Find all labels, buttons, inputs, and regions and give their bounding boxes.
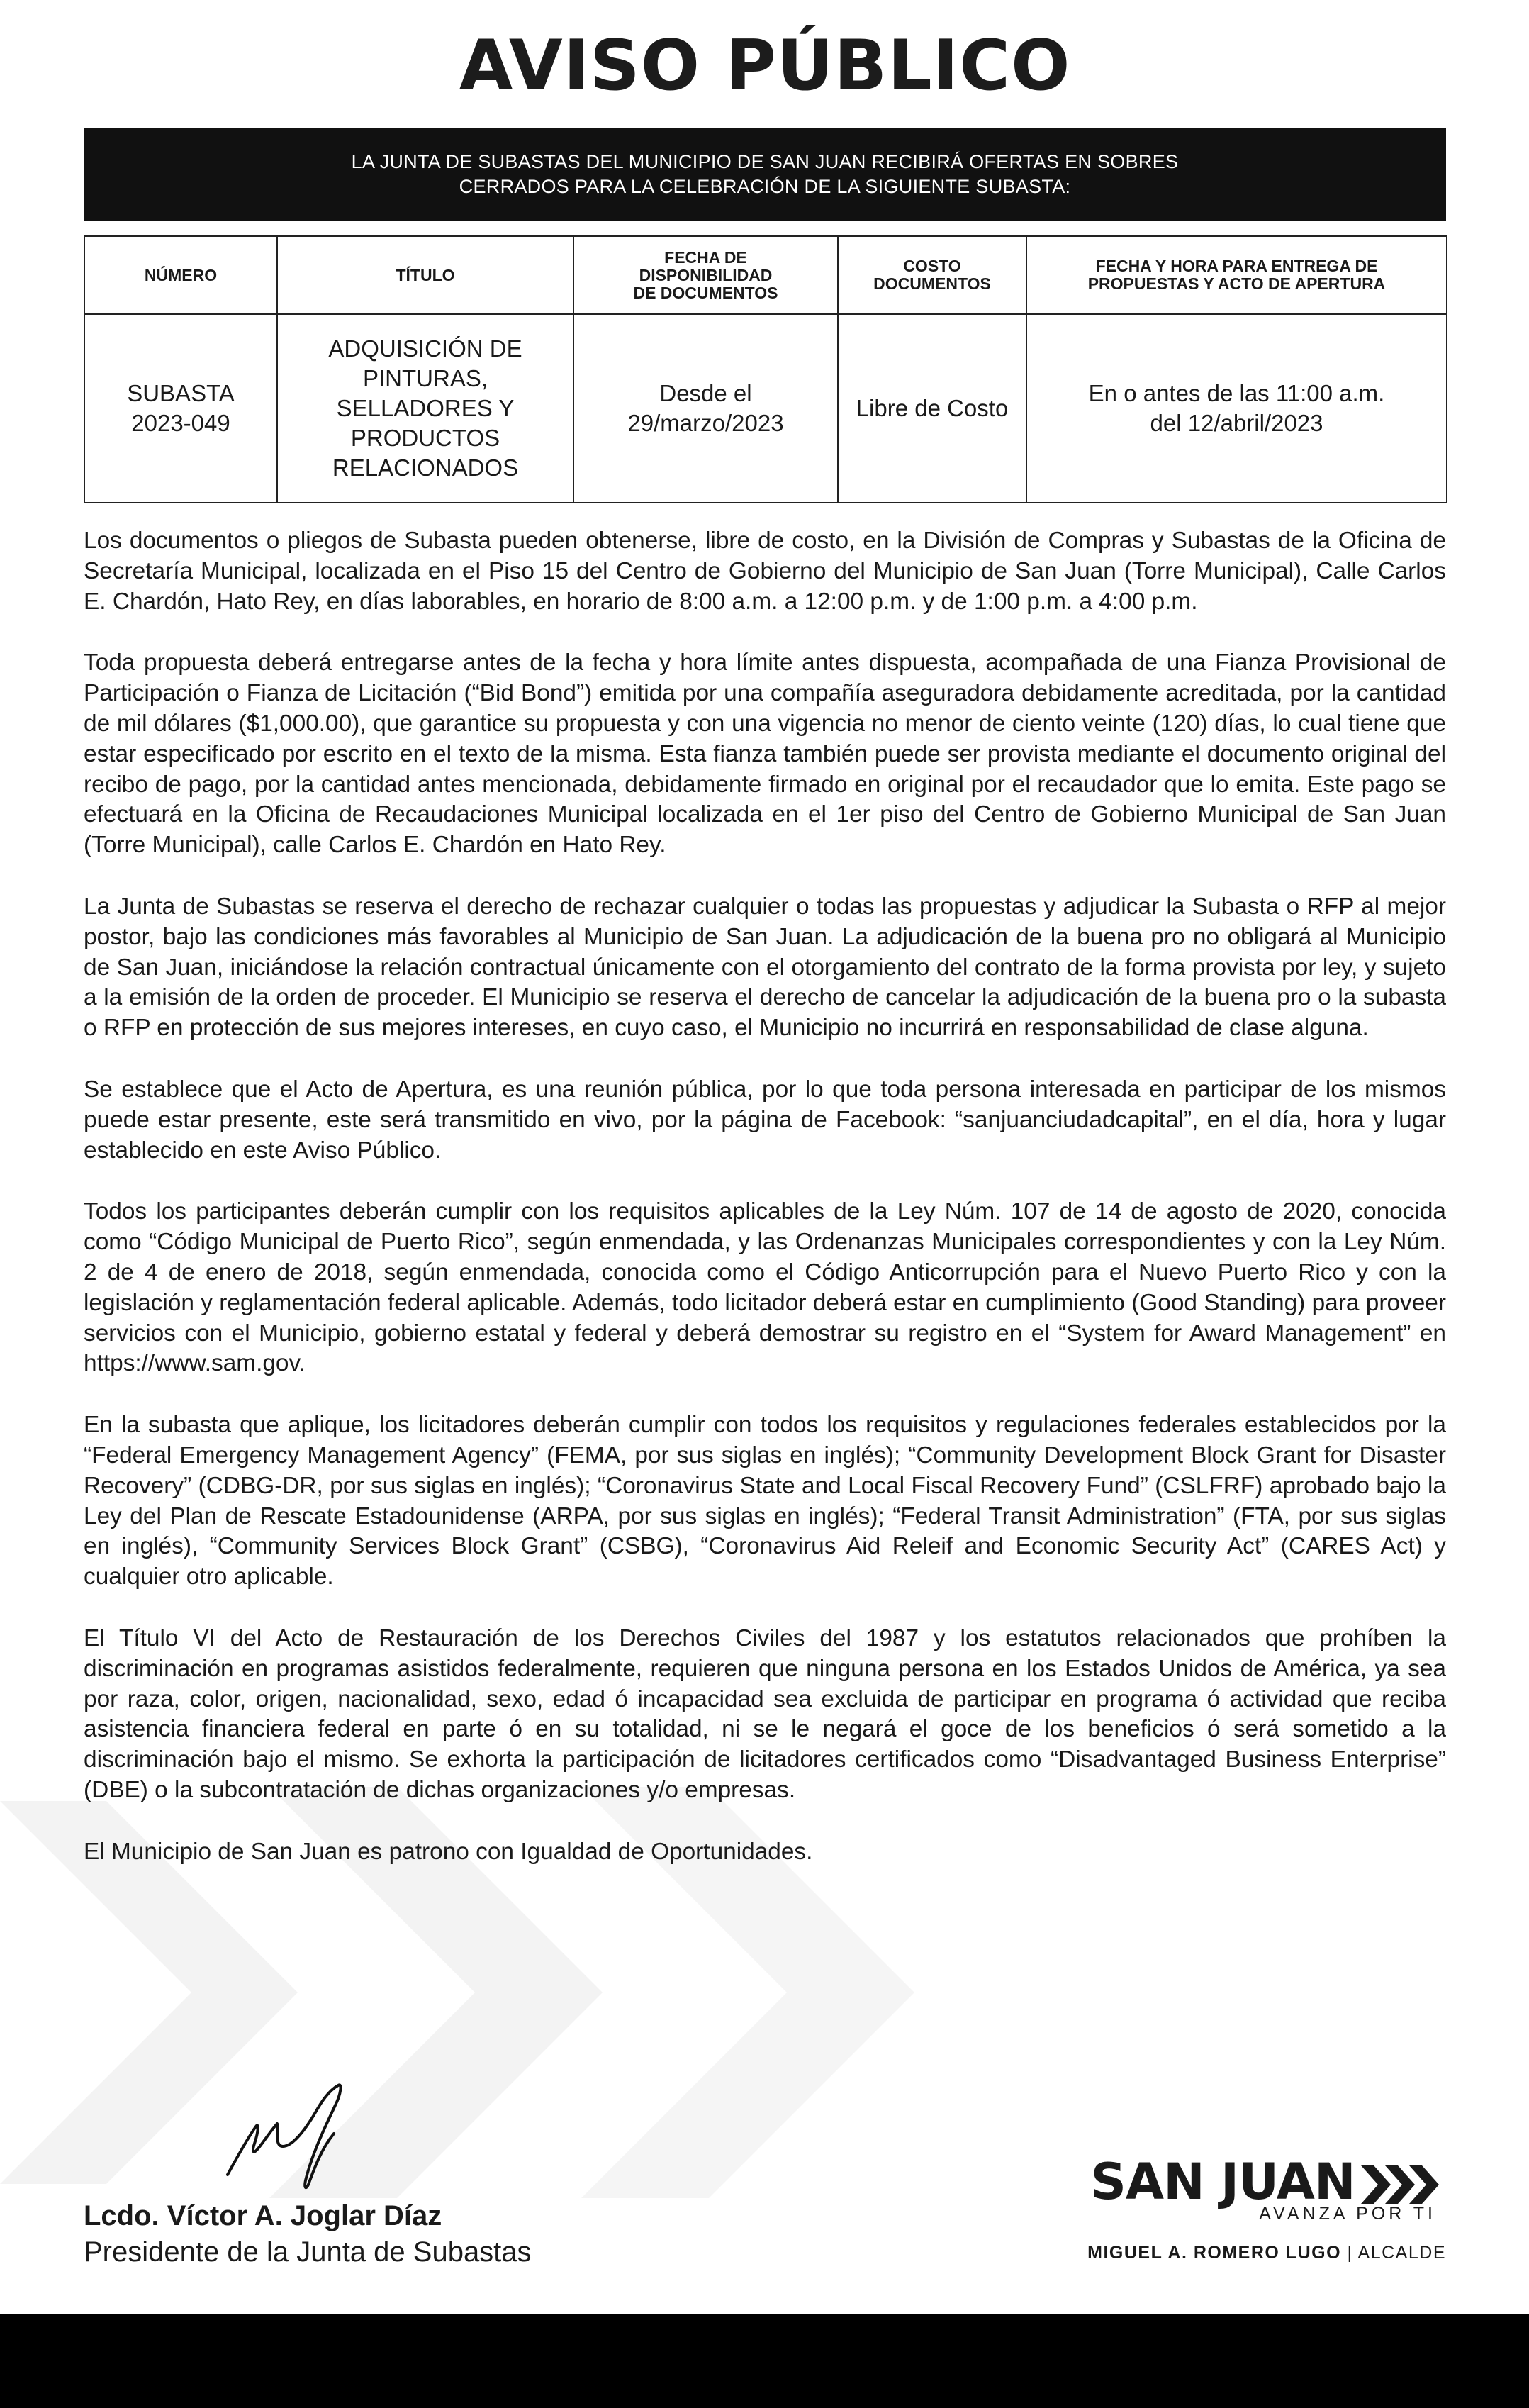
signature-icon xyxy=(222,2081,371,2195)
intro-banner xyxy=(84,128,1446,221)
header-fecha-entrega: FECHA Y HORA PARA ENTREGA DE PROPUESTAS Y ACTO DE APERTURA xyxy=(1026,236,1447,314)
banner-line-2: CERRADOS PARA LA CELEBRACIÓN DE LA SIGUIENTE SUBASTA: xyxy=(459,176,1071,197)
logo-chevrons-icon xyxy=(1361,2165,1446,2204)
cell-titulo: ADQUISICIÓN DE PINTURAS, SELLADORES Y PRODUCTOS RELACIONADOS xyxy=(277,314,573,503)
mayor-separator: | xyxy=(1341,2243,1358,2263)
logo-slogan: AVANZA POR TI xyxy=(1259,2204,1436,2224)
paragraph-equal-opportunity: El Municipio de San Juan es patrono con Igualdad de Oportunidades. xyxy=(84,1838,813,1865)
mayor-name: MIGUEL A. ROMERO LUGO xyxy=(1087,2243,1342,2263)
paragraph-requirements: Todos los participantes deberán cumplir con los requisitos aplicables de la Ley Núm. 107 de 14 de agosto de 2020, conocida como “Código Municipal de Puerto Rico”, según enmendada, y las Ordenanzas Municipales correspondientes y con la Ley Núm. 2 de 4 de enero de 2018, según enmendada, conocida como el Código Anticorrupción para el Nuevo Puerto Rico y con la legislación y reglamentación federal aplicable. Además, todo licitador deberá estar en cumplimiento (Good Standing) para proveer servicios con el Municipio, gobierno estatal y federal y deberá demostrar su registro en el “System for Award Management” en https://www.sam.gov. xyxy=(84,1198,1446,1377)
table-header-row xyxy=(84,236,1447,314)
auction-table xyxy=(84,235,1447,503)
mayor-title: ALCALDE xyxy=(1357,2243,1446,2263)
signer-role: Presidente de la Junta de Subastas xyxy=(84,2236,532,2268)
notice-page xyxy=(84,0,1446,2268)
cell-fecha-entrega: En o antes de las 11:00 a.m. del 12/abril/2023 xyxy=(1026,314,1447,503)
table-row xyxy=(84,314,1447,503)
header-costo: COSTO DOCUMENTOS xyxy=(838,236,1026,314)
paragraph-opening-act: Se establece que el Acto de Apertura, es una reunión pública, por lo que toda persona interesada en participar de los mismos puede estar presente, este será transmitido en vivo, por la página de Facebook: “sanjuanciudadcapital”, en el día, hora y lugar establecido en este Aviso Público. xyxy=(84,1076,1446,1164)
header-fecha-disponibilidad: FECHA DE DISPONIBILIDAD DE DOCUMENTOS xyxy=(573,236,838,314)
banner-line-1: LA JUNTA DE SUBASTAS DEL MUNICIPIO DE SAN JUAN RECIBIRÁ OFERTAS EN SOBRES xyxy=(351,151,1179,172)
paragraph-civil-rights: El Título VI del Acto de Restauración de los Derechos Civiles del 1987 y los estatutos relacionados que prohíben la discriminación en programas asistidos federalmente, requieren que ninguna persona en los Estados Unidos de América, ya sea por raza, color, origen, nacionalidad, sexo, edad ó incapacidad sea excluida de participar en programa ó actividad que reciba asistencia financiera federal en parte ó en su totalidad, ni se le negará el goce de los beneficios ó será sometido a la discriminación bajo el mismo. Se exhorta la participación de licitadores certificados como “Disadvantaged Business Enterprise” (DBE) o la subcontratación de dichas organizaciones y/o empresas. xyxy=(84,1624,1446,1803)
paragraph-federal-regulations: En la subasta que aplique, los licitadores deberán cumplir con todos los requisitos y regulaciones federales establecidos por la “Federal Emergency Management Agency” (FEMA, por sus siglas en inglés); “Community Development Block Grant for Disaster Recovery” (CDBG-DR, por sus siglas en inglés); “Coronavirus State and Local Fiscal Recovery Fund” (CSLFRF) aprobado bajo la Ley del Plan de Rescate Estadounidense (ARPA, por sus siglas en inglés); “Federal Transit Administration” (FTA, por sus siglas en inglés), “Community Services Block Grant” (CSBG), “Coronavirus Aid Releif and Economic Security Act” (CARES Act) y cualquier otro aplicable. xyxy=(84,1412,1446,1590)
signer-name: Lcdo. Víctor A. Joglar Díaz xyxy=(84,2200,442,2231)
paragraph-documents: Los documentos o pliegos de Subasta pueden obtenerse, libre de costo, en la División de Compras y Subastas de la Oficina de Secretaría Municipal, localizada en el Piso 15 del Centro de Gobierno del Municipio de San Juan (Torre Municipal), Calle Carlos E. Chardón, Hato Rey, en días laborables, en horario de 8:00 a.m. a 12:00 p.m. y de 1:00 p.m. a 4:00 p.m. xyxy=(84,528,1446,615)
mayor-line xyxy=(1062,2242,1446,2263)
cell-fecha-disponibilidad: Desde el 29/marzo/2023 xyxy=(573,314,838,503)
paragraph-bid-bond: Toda propuesta deberá entregarse antes de la fecha y hora límite antes dispuesta, acompañada de una Fianza Provisional de Participación o Fianza de Licitación (“Bid Bond”) emitida por una compañía aseguradora debidamente acreditada, por la cantidad de mil dólares ($1,000.00), que garantice su propuesta y con una vigencia no menor de ciento veinte (120) días, lo cual tiene que estar especificado por escrito en el texto de la misma. Esta fianza también puede ser provista mediante el documento original del recibo de pago, por la cantidad antes mencionada, debidamente firmado en original por el recaudador que lo emita. Este pago se efectuará en la Oficina de Recaudaciones Municipal localizada en el 1er piso del Centro de Gobierno Municipal de San Juan (Torre Municipal), calle Carlos E. Chardón en Hato Rey. xyxy=(84,650,1446,859)
footer-bar xyxy=(0,2314,1529,2408)
cell-numero: SUBASTA 2023-049 xyxy=(84,314,277,503)
header-numero: NÚMERO xyxy=(84,236,277,314)
san-juan-logo xyxy=(1062,2153,1446,2263)
page-title: AVISO PÚBLICO xyxy=(459,26,1071,106)
logo-wordmark: SAN JUAN xyxy=(1090,2153,1355,2211)
cell-costo: Libre de Costo xyxy=(838,314,1026,503)
header-titulo: TÍTULO xyxy=(277,236,573,314)
notice-body xyxy=(84,526,1446,1898)
paragraph-reserve-rights: La Junta de Subastas se reserva el derecho de rechazar cualquier o todas las propuestas y adjudicar la Subasta o RFP al mejor postor, bajo las condiciones más favorables al Municipio de San Juan. La adjudicación de la buena pro no obligará al Municipio de San Juan, iniciándose la relación contractual únicamente con el otorgamiento del contrato de la forma provista por ley, y sujeto a la emisión de la orden de proceder. El Municipio se reserva el derecho de cancelar la adjudicación de la buena pro o la subasta o RFP en protección de sus mejores intereses, en cuyo caso, el Municipio no incurrirá en responsabilidad de clase alguna. xyxy=(84,893,1446,1042)
